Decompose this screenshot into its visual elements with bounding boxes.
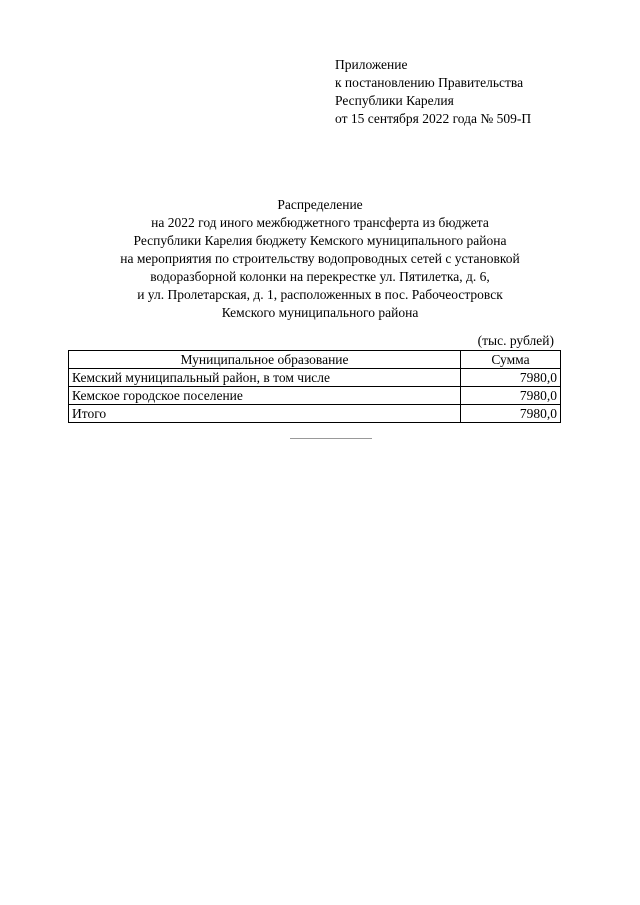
appendix-line: Приложение <box>335 57 408 72</box>
title-line: Распределение <box>277 197 363 212</box>
table-header-row <box>69 351 561 369</box>
cell-total-label: Итого <box>69 405 461 423</box>
appendix-header <box>335 56 531 128</box>
appendix-line: к постановлению Правительства <box>335 75 524 90</box>
title-line: на 2022 год иного межбюджетного трансферта из бюджета <box>151 215 489 230</box>
units-label: (тыс. рублей) <box>477 333 554 348</box>
title-line: Республики Карелия бюджету Кемского муниципального района <box>133 233 507 248</box>
column-header-amount: Сумма <box>461 351 561 369</box>
title-line: на мероприятия по строительству водопроводных сетей с установкой <box>120 251 520 266</box>
title-line: Кемского муниципального района <box>221 305 419 320</box>
table-row <box>69 369 561 387</box>
cell-amount: 7980,0 <box>461 387 561 405</box>
cell-amount: 7980,0 <box>461 369 561 387</box>
appendix-line: от 15 сентября 2022 года № 509-П <box>335 111 532 126</box>
table-row-total <box>69 405 561 423</box>
cell-total-amount: 7980,0 <box>461 405 561 423</box>
cell-municipality: Кемское городское поселение <box>69 387 461 405</box>
end-divider <box>290 438 372 439</box>
document-title <box>60 196 580 322</box>
distribution-table <box>68 350 561 423</box>
column-header-municipality: Муниципальное образование <box>69 351 461 369</box>
table-row <box>69 387 561 405</box>
title-line: и ул. Пролетарская, д. 1, расположенных в пос. Рабочеостровск <box>137 287 503 302</box>
cell-municipality: Кемский муниципальный район, в том числе <box>69 369 461 387</box>
title-line: водоразборной колонки на перекрестке ул. Пятилетка, д. 6, <box>150 269 490 284</box>
appendix-line: Республики Карелия <box>335 93 454 108</box>
